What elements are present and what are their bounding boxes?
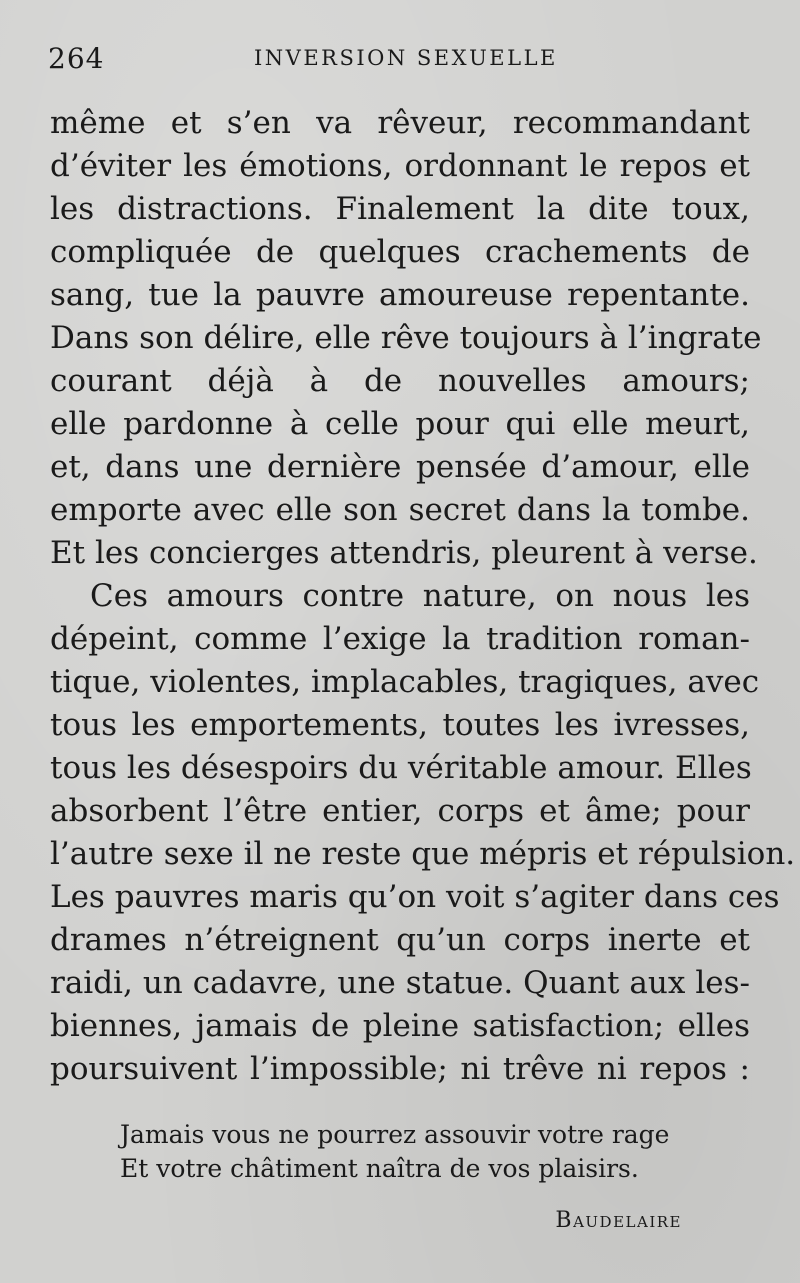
text-line: Ces amours contre nature, on nous les [90, 578, 750, 614]
text-line: tous les emportements, toutes les ivresses, [50, 707, 750, 743]
quote-line: Jamais vous ne pourrez assouvir votre rage [120, 1120, 670, 1149]
text-line: drames n’étreignent qu’un corps inerte et [50, 922, 750, 958]
text-line: tous les désespoirs du véritable amour. Elles [50, 750, 752, 786]
text-line: et, dans une dernière pensée d’amour, elle [50, 449, 750, 485]
text-line: emporte avec elle son secret dans la tombe. [50, 492, 750, 528]
body-text [50, 102, 796, 1091]
page-header [48, 40, 750, 80]
text-line: les distractions. Finalement la dite toux, [50, 191, 750, 227]
epigraph-quote [120, 1118, 720, 1186]
quote-attribution: Baudelaire [555, 1208, 682, 1233]
text-line: Les pauvres maris qu’on voit s’agiter dans ces [50, 879, 780, 915]
text-line: courant déjà à de nouvelles amours; [50, 363, 750, 399]
text-line: l’autre sexe il ne reste que mépris et répulsion. [50, 836, 796, 872]
text-line: Et les concierges attendris, pleurent à verse. [50, 535, 758, 571]
text-line: poursuivent l’impossible; ni trêve ni repos : [50, 1051, 750, 1087]
text-line: dépeint, comme l’exige la tradition roman- [50, 621, 750, 657]
text-line: absorbent l’être entier, corps et âme; pour [50, 793, 750, 829]
text-line: Dans son délire, elle rêve toujours à l’ingrate [50, 320, 762, 356]
text-line: même et s’en va rêveur, recommandant [50, 105, 750, 141]
text-line: sang, tue la pauvre amoureuse repentante. [50, 277, 750, 313]
running-title: INVERSION SEXUELLE [254, 46, 558, 70]
text-line: d’éviter les émotions, ordonnant le repos et [50, 148, 750, 184]
text-line: biennes, jamais de pleine satisfaction; elles [50, 1008, 750, 1044]
text-line: raidi, un cadavre, une statue. Quant aux les- [50, 965, 750, 1001]
text-line: tique, violentes, implacables, tragiques, avec [50, 664, 760, 700]
quote-line: Et votre châtiment naîtra de vos plaisirs. [120, 1154, 639, 1183]
text-line: compliquée de quelques crachements de [50, 234, 750, 270]
text-line: elle pardonne à celle pour qui elle meurt, [50, 406, 750, 442]
page-number: 264 [48, 42, 105, 75]
